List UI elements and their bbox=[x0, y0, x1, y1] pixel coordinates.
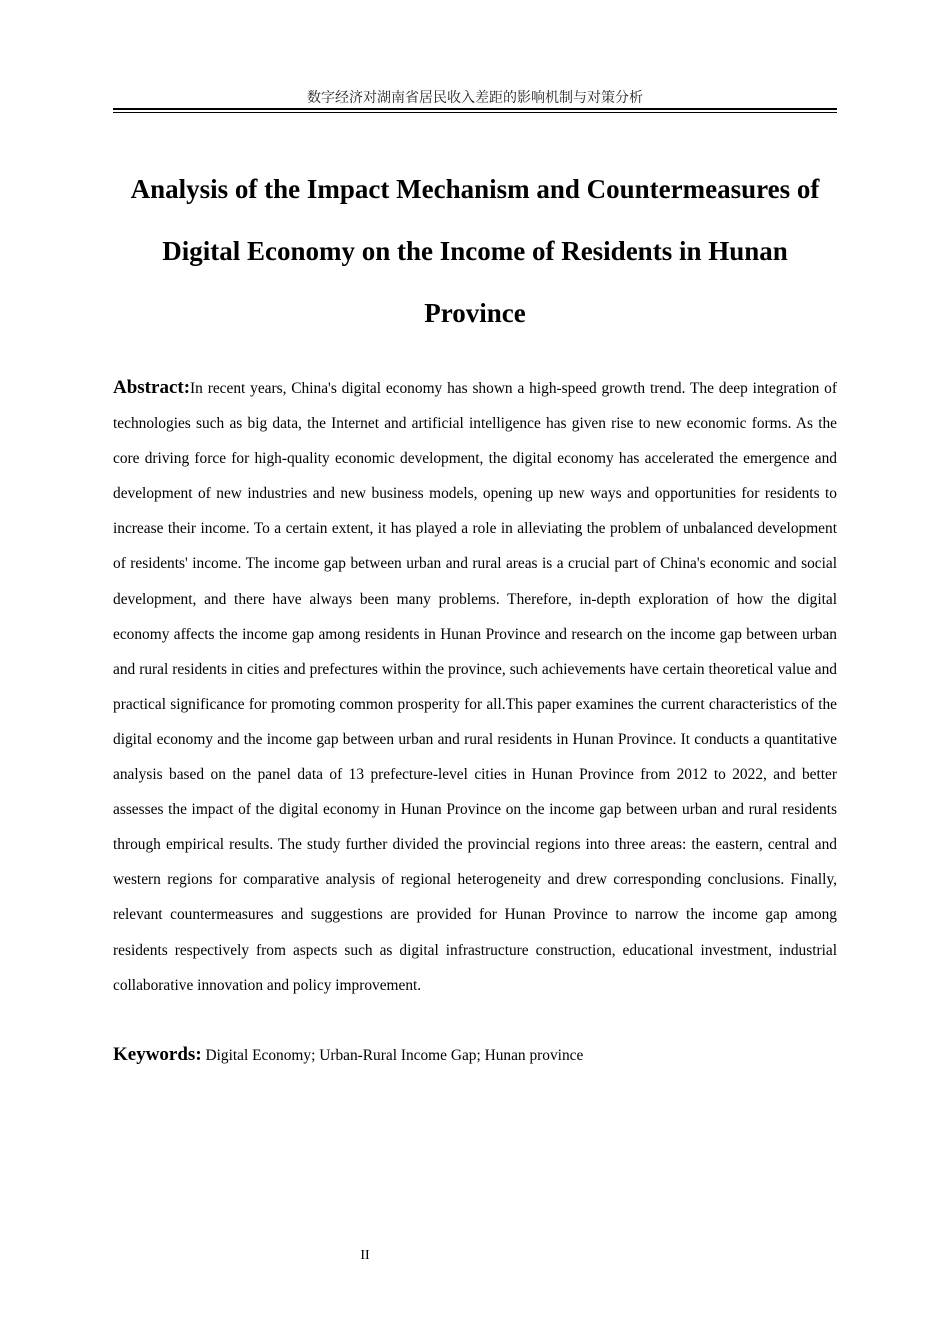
running-header: 数字经济对湖南省居民收入差距的影响机制与对策分析 bbox=[307, 90, 643, 106]
keywords-text: Digital Economy; Urban-Rural Income Gap; Hunan province bbox=[201, 1047, 584, 1064]
abstract-label: Abstract: bbox=[113, 377, 191, 398]
paper-title: Analysis of the Impact Mechanism and Countermeasures of Digital Economy on the Income of Residents in Hunan Province bbox=[130, 174, 820, 328]
page-number: II bbox=[360, 1248, 370, 1263]
keywords-label: Keywords: bbox=[113, 1044, 202, 1065]
header-rule-thick bbox=[113, 108, 837, 110]
header-rule-thin bbox=[113, 112, 837, 113]
keywords-paragraph bbox=[113, 1037, 837, 1073]
abstract-paragraph bbox=[113, 370, 837, 1003]
abstract-text: In recent years, China's digital economy has shown a high-speed growth trend. The deep integration of technologies such as big data, the Internet and artificial intelligence has given rise to new economic forms. As the core driving force for high-quality economic development, the digital economy has accelerated the emergence and development of new industries and new business models, opening up new ways and opportunities for residents to increase their income. To a certain extent, it has played a role in alleviating the problem of unbalanced development of residents' income. The income gap between urban and rural areas is a crucial part of China's economic and social development, and there have always been many problems. Therefore, in-depth exploration of how the digital economy affects the income gap among residents in Hunan Province and research on the income gap between urban and rural residents in cities and prefectures within the province, such achievements have certain theoretical value and practical significance for promoting common prosperity for all.This paper examines the current characteristics of the digital economy and the income gap between urban and rural residents in Hunan Province. It conducts a quantitative analysis based on the panel data of 13 prefecture-level cities in Hunan Province from 2012 to 2022, and better assesses the impact of the digital economy in Hunan Province on the income gap between urban and rural residents through empirical results. The study further divided the provincial regions into three areas: the eastern, central and western regions for comparative analysis of regional heterogeneity and drew corresponding conclusions. Finally, relevant countermeasures and suggestions are provided for Hunan Province to narrow the income gap among residents respectively from aspects such as digital infrastructure construction, educational investment, industrial collaborative innovation and policy improvement. bbox=[113, 380, 837, 994]
